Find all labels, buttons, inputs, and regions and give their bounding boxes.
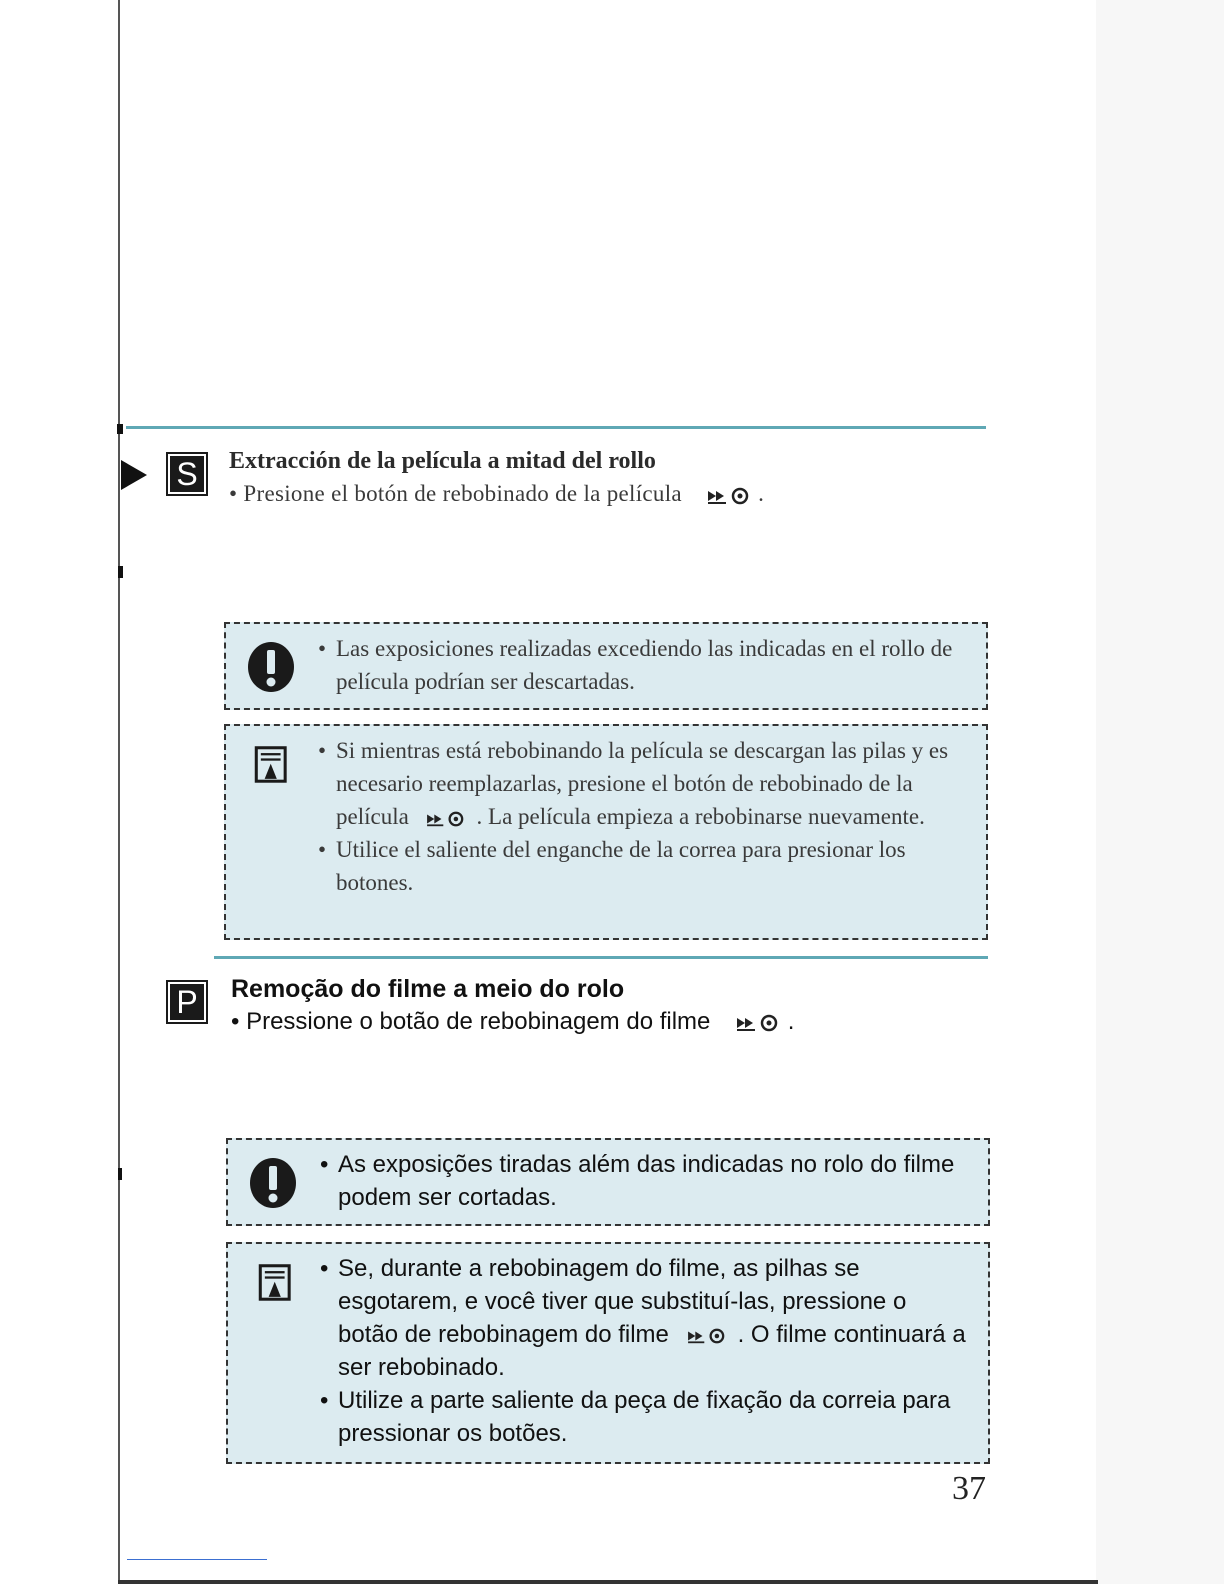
language-badge-spanish: S	[166, 452, 208, 496]
film-rewind-button-icon	[686, 1327, 728, 1345]
binding-mark	[118, 1168, 122, 1180]
section-arrow-icon	[121, 460, 147, 490]
language-badge-portuguese: P	[166, 980, 208, 1024]
footer-link-line	[127, 1559, 267, 1560]
instruction-portuguese: • Pressione o botão de rebobinagem do filme .	[231, 1008, 795, 1035]
instruction-spanish: • Presione el botón de rebobinado de la película .	[229, 481, 765, 506]
memo-list	[320, 1252, 968, 1450]
memo-icon	[254, 742, 292, 790]
caution-icon	[246, 640, 296, 694]
film-rewind-button-icon	[425, 810, 467, 828]
caution-item: • Las exposiciones realizadas excediendo las indicadas en el rollo de película podrían ser descartadas.	[318, 632, 966, 698]
section-rule-spanish	[126, 426, 986, 429]
section-heading-spanish: Extracción de la película a mitad del rollo	[229, 448, 656, 474]
section-rule-portuguese	[214, 956, 988, 959]
memo-list	[318, 734, 966, 899]
film-rewind-button-icon	[735, 1013, 781, 1033]
page-shadow	[1096, 0, 1224, 1584]
memo-box-portuguese	[226, 1242, 990, 1464]
section-heading-portuguese: Remoção do filme a meio do rolo	[231, 975, 625, 1003]
memo-item: • Se, durante a rebobinagem do filme, as pilhas se esgotarem, e você tiver que substituí-las, pressione o botão de rebobinagem do filme . O filme continuará a ser rebobinado.	[320, 1252, 968, 1384]
binding-mark	[117, 424, 123, 434]
caution-icon	[248, 1156, 298, 1210]
memo-box-spanish	[224, 724, 988, 940]
film-rewind-button-icon	[706, 486, 752, 506]
caution-list	[320, 1148, 968, 1214]
memo-item: • Si mientras está rebobinando la película se descargan las pilas y es necesario reemplazarlas, presione el botón de rebobinado de la película . La película empieza a rebobinarse nuevamente.	[318, 734, 966, 833]
page-edge	[118, 0, 120, 1584]
page-number: 37	[952, 1470, 986, 1507]
page-bottom-edge	[118, 1580, 1098, 1584]
binding-mark	[118, 566, 123, 578]
caution-box-portuguese	[226, 1138, 990, 1226]
caution-item: • As exposições tiradas além das indicadas no rolo do filme podem ser cortadas.	[320, 1148, 968, 1214]
caution-list	[318, 632, 966, 698]
memo-item: • Utilize a parte saliente da peça de fixação da correia para pressionar os botões.	[320, 1384, 968, 1450]
caution-box-spanish	[224, 622, 988, 710]
memo-item: • Utilice el saliente del enganche de la correa para presionar los botones.	[318, 833, 966, 899]
memo-icon	[258, 1260, 296, 1308]
